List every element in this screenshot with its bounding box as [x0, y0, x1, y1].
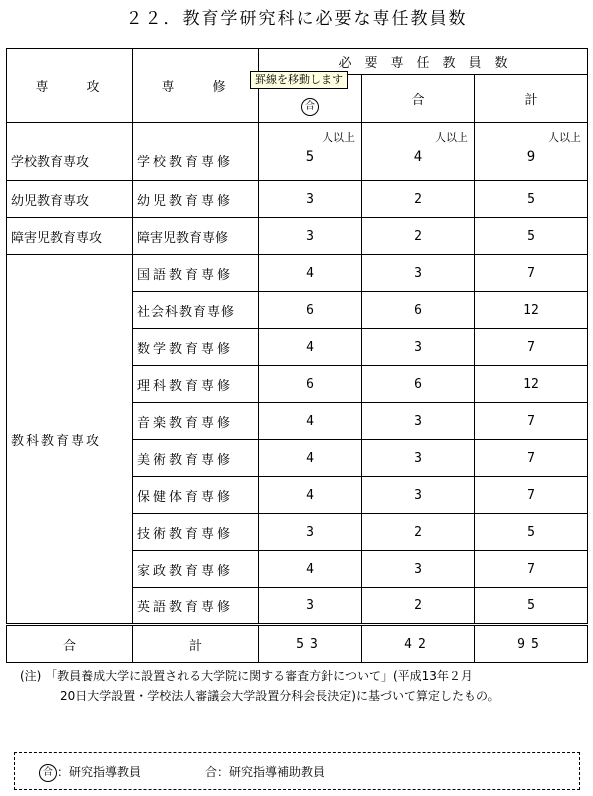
tooltip-move-border: 罫線を移動します [250, 71, 348, 89]
value-a: 6 [259, 292, 362, 329]
value-b: 3 [362, 440, 475, 477]
unit-label: 人以上 [322, 131, 355, 144]
value-a: 4 [259, 329, 362, 366]
table-row [7, 255, 588, 292]
value-a: 4 [259, 440, 362, 477]
total-total: 95 [475, 625, 588, 663]
value-total: 7 [475, 403, 588, 440]
unit-label: 人以上 [548, 131, 581, 144]
specialty-cell: 家政教育専修 [133, 551, 259, 588]
footnote-line-1: (注) 「教員養成大学に設置される大学院に関する審査方針について」(平成13年２月 [20, 669, 473, 683]
specialty-cell: 英語教育専修 [133, 588, 259, 625]
value-a: 3 [259, 514, 362, 551]
major-cell: 障害児教育専攻 [7, 218, 133, 255]
major-cell-subject: 教科教育専攻 [7, 255, 133, 625]
header-required-staff: 必 要 専 任 教 員 数 [259, 49, 588, 75]
value-a: 3 [259, 588, 362, 625]
major-cell: 学校教育専攻 [7, 123, 133, 181]
value-b: 6 [362, 292, 475, 329]
value-b: 4 [413, 149, 423, 165]
specialty-cell: 数学教育専修 [133, 329, 259, 366]
total-b: 42 [362, 625, 475, 663]
value-total: 5 [475, 181, 588, 218]
specialty-cell: 技術教育専修 [133, 514, 259, 551]
legend-label-guidance: ：研究指導教員 [57, 765, 142, 779]
total-label-right: 計 [133, 625, 259, 663]
value-a: 4 [259, 255, 362, 292]
total-label-left: 合 [7, 625, 133, 663]
specialty-cell: 障害児教育専修 [133, 218, 259, 255]
value-total: 7 [475, 440, 588, 477]
header-major: 専 攻 [7, 49, 133, 123]
legend-item-assistant: 合：研究指導補助教員 [205, 765, 326, 779]
value-total: 9 [526, 149, 536, 165]
value-b: 3 [362, 403, 475, 440]
value-b: 6 [362, 366, 475, 403]
staff-requirements-table [6, 48, 588, 663]
value-total: 12 [475, 366, 588, 403]
value-total: 12 [475, 292, 588, 329]
table-row [7, 218, 588, 255]
value-a: 4 [259, 551, 362, 588]
table-row [7, 123, 588, 181]
legend-item-guidance [39, 753, 141, 791]
value-total: 7 [475, 477, 588, 514]
value-total: 5 [475, 588, 588, 625]
specialty-cell: 国語教育専修 [133, 255, 259, 292]
value-a: 4 [259, 477, 362, 514]
header-specialty: 専 修 [133, 49, 259, 123]
specialty-cell: 学校教育専修 [133, 123, 259, 181]
specialty-cell: 幼児教育専修 [133, 181, 259, 218]
value-b: 2 [362, 218, 475, 255]
value-total: 7 [475, 329, 588, 366]
value-a: 3 [259, 218, 362, 255]
value-total: 5 [475, 514, 588, 551]
unit-label: 人以上 [435, 131, 468, 144]
value-a: 6 [259, 366, 362, 403]
footnote-line-2: 20日大学設置・学校法人審議会大学設置分科会長決定)に基づいて算定したもの。 [60, 689, 500, 703]
major-cell: 幼児教育専攻 [7, 181, 133, 218]
specialty-cell: 保健体育専修 [133, 477, 259, 514]
header-assistant: 合 [362, 75, 475, 123]
value-cell [475, 123, 588, 181]
value-a: 3 [259, 181, 362, 218]
specialty-cell: 美術教育専修 [133, 440, 259, 477]
value-total: 7 [475, 255, 588, 292]
value-b: 3 [362, 551, 475, 588]
specialty-cell: 社会科教育専修 [133, 292, 259, 329]
total-row [7, 625, 588, 663]
legend-box [14, 752, 580, 790]
circled-go-icon: 合 [301, 98, 319, 116]
value-a: 5 [305, 149, 315, 165]
header-total: 計 [475, 75, 588, 123]
value-cell [259, 123, 362, 181]
value-b: 3 [362, 477, 475, 514]
value-total: 7 [475, 551, 588, 588]
total-a: 53 [259, 625, 362, 663]
specialty-cell: 音楽教育専修 [133, 403, 259, 440]
value-b: 2 [362, 588, 475, 625]
value-cell [362, 123, 475, 181]
value-b: 3 [362, 329, 475, 366]
value-b: 3 [362, 255, 475, 292]
specialty-cell: 理科教育専修 [133, 366, 259, 403]
value-a: 4 [259, 403, 362, 440]
value-b: 2 [362, 514, 475, 551]
footnote [20, 666, 590, 706]
table-row [7, 181, 588, 218]
circled-go-icon: 合 [39, 764, 57, 782]
value-b: 2 [362, 181, 475, 218]
value-total: 5 [475, 218, 588, 255]
document-title: ２２．教育学研究科に必要な専任教員数 [125, 9, 468, 29]
